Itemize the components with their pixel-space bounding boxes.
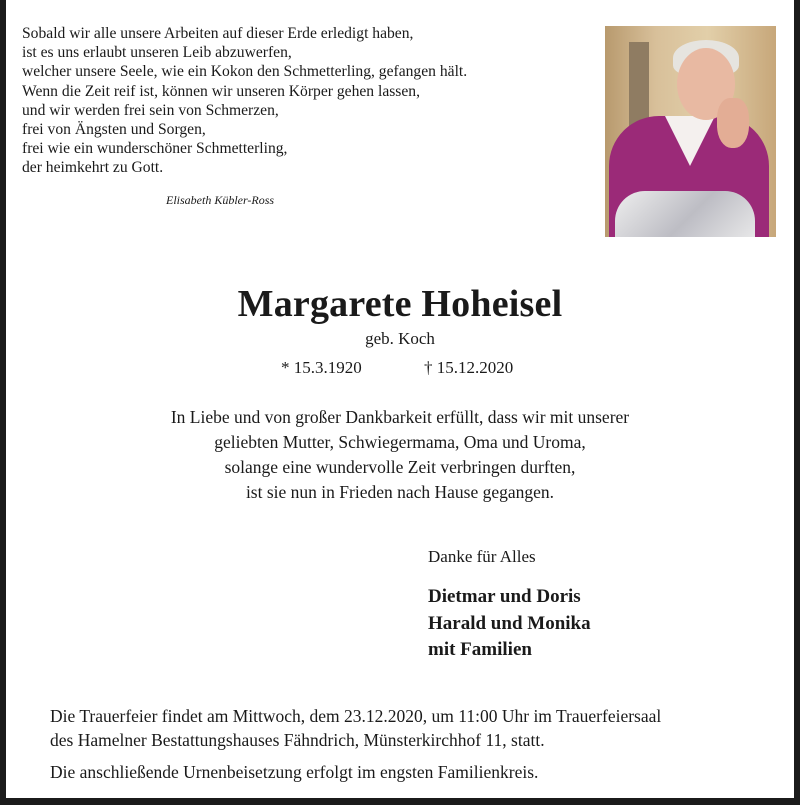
poem-line: der heimkehrt zu Gott. — [22, 159, 164, 177]
thanks-line: Danke für Alles — [428, 547, 536, 566]
death-date: † 15.12.2020 — [424, 358, 514, 377]
birth-date: * 15.3.1920 — [281, 358, 362, 377]
poem-line: welcher unsere Seele, wie ein Kokon den Schmetterling, gefangen hält. — [22, 63, 468, 81]
deceased-name: Margarete Hoheisel — [237, 283, 563, 325]
family-line: mit Familien — [428, 639, 532, 660]
poem-line: und wir werden frei sein von Schmerzen, — [22, 101, 279, 119]
funeral-line: des Hamelner Bestattungshauses Fähndrich, Münsterkirchhof 11, statt. — [50, 730, 545, 750]
family-line: Harald und Monika — [428, 612, 591, 634]
poem-line: Sobald wir alle unsere Arbeiten auf dieser Erde erledigt haben, — [22, 25, 414, 42]
portrait-photo — [605, 26, 776, 237]
family-signatures — [428, 584, 591, 664]
message — [0, 405, 800, 505]
poem — [22, 24, 467, 178]
message-line: ist sie nun in Frieden nach Hause gegangen. — [245, 482, 555, 502]
message-line: In Liebe und von großer Dankbarkeit erfüllt, dass wir mit unserer — [170, 407, 630, 427]
funeral-line: Die Trauerfeier findet am Mittwoch, dem 23.12.2020, um 11:00 Uhr im Trauerfeiersaal — [50, 706, 662, 726]
message-line: geliebten Mutter, Schwiegermama, Oma und Uroma, — [214, 432, 586, 452]
funeral-info — [50, 704, 661, 752]
poem-line: Wenn die Zeit reif ist, können wir unseren Körper gehen lassen, — [22, 82, 420, 100]
urn-burial-info: Die anschließende Urnenbeisetzung erfolgt im engsten Familienkreis. — [50, 762, 539, 782]
family-line: Dietmar und Doris — [428, 586, 581, 607]
birth-name: geb. Koch — [365, 329, 435, 348]
poem-author: Elisabeth Kübler-Ross — [166, 193, 275, 207]
poem-line: frei von Ängsten und Sorgen, — [22, 121, 206, 139]
message-line: solange eine wundervolle Zeit verbringen durften, — [224, 457, 576, 477]
poem-line: frei wie ein wunderschöner Schmetterling, — [22, 140, 288, 158]
poem-line: ist es uns erlaubt unseren Leib abzuwerfen, — [22, 44, 292, 62]
